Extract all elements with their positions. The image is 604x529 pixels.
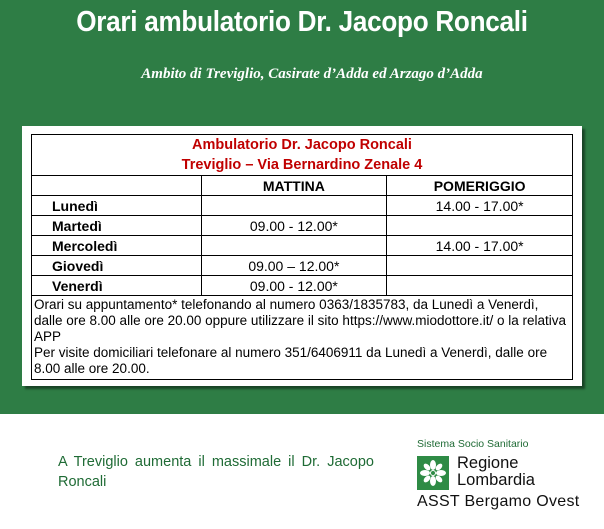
logo-name [457,455,535,489]
logo-name-line1: Regione [457,454,519,472]
day-cell: Mercoledì [32,236,202,256]
table-row [32,276,573,296]
column-header-afternoon: POMERIGGIO [387,176,573,196]
table-row [32,236,573,256]
logo-asst-label: ASST Bergamo Ovest [417,493,580,510]
notes-row [32,296,573,380]
morning-cell: 09.00 - 12.00* [201,216,387,236]
schedule-table [31,134,573,380]
table-heading-line1: Ambulatorio Dr. Jacopo Roncali [192,137,412,153]
afternoon-cell: 14.00 - 17.00* [387,196,573,216]
appointment-note: Orari su appuntamento* telefonando al numero 0363/1835783, da Lunedì a Venerdì, dalle ore 8.00 alle ore 20.00 oppure utilizzare il sito https://www.miodottore.it/ o la relativa APP [34,297,567,344]
regione-lombardia-logo [413,438,593,518]
day-cell: Giovedì [32,256,202,276]
column-header-morning: MATTINA [201,176,387,196]
logo-system-label: Sistema Socio Sanitario [417,438,529,450]
morning-cell [201,196,387,216]
day-cell: Lunedì [32,196,202,216]
morning-cell: 09.00 – 12.00* [201,256,387,276]
afternoon-cell [387,216,573,236]
afternoon-cell [387,256,573,276]
schedule-card [22,126,582,386]
table-heading [32,135,573,176]
table-heading-row [32,135,573,176]
page-subtitle: Ambito di Treviglio, Casirate d’Adda ed Arzago d’Adda [141,66,483,82]
table-row [32,196,573,216]
table-row [32,256,573,276]
logo-name-line2: Lombardia [457,471,535,489]
home-visit-note: Per visite domiciliari telefonare al numero 351/6406911 da Lunedì a Venerdì, dalle ore 8.00 alle ore 20.00. [34,345,548,376]
column-header-day [32,176,202,196]
morning-cell: 09.00 - 12.00* [201,276,387,296]
page-title: Orari ambulatorio Dr. Jacopo Roncali [76,6,528,38]
lombardy-rose-icon-svg [417,456,449,490]
table-row [32,216,573,236]
table-heading-line2: Treviglio – Via Bernardino Zenale 4 [181,157,423,173]
column-header-row [32,176,573,196]
morning-cell [201,236,387,256]
footer-announcement: A Treviglio aumenta il massimale il Dr. Jacopo Roncali [58,454,374,490]
lombardy-rose-icon [417,456,449,490]
notes-cell [32,296,573,380]
day-cell: Martedì [32,216,202,236]
day-cell: Venerdì [32,276,202,296]
afternoon-cell [387,276,573,296]
afternoon-cell: 14.00 - 17.00* [387,236,573,256]
